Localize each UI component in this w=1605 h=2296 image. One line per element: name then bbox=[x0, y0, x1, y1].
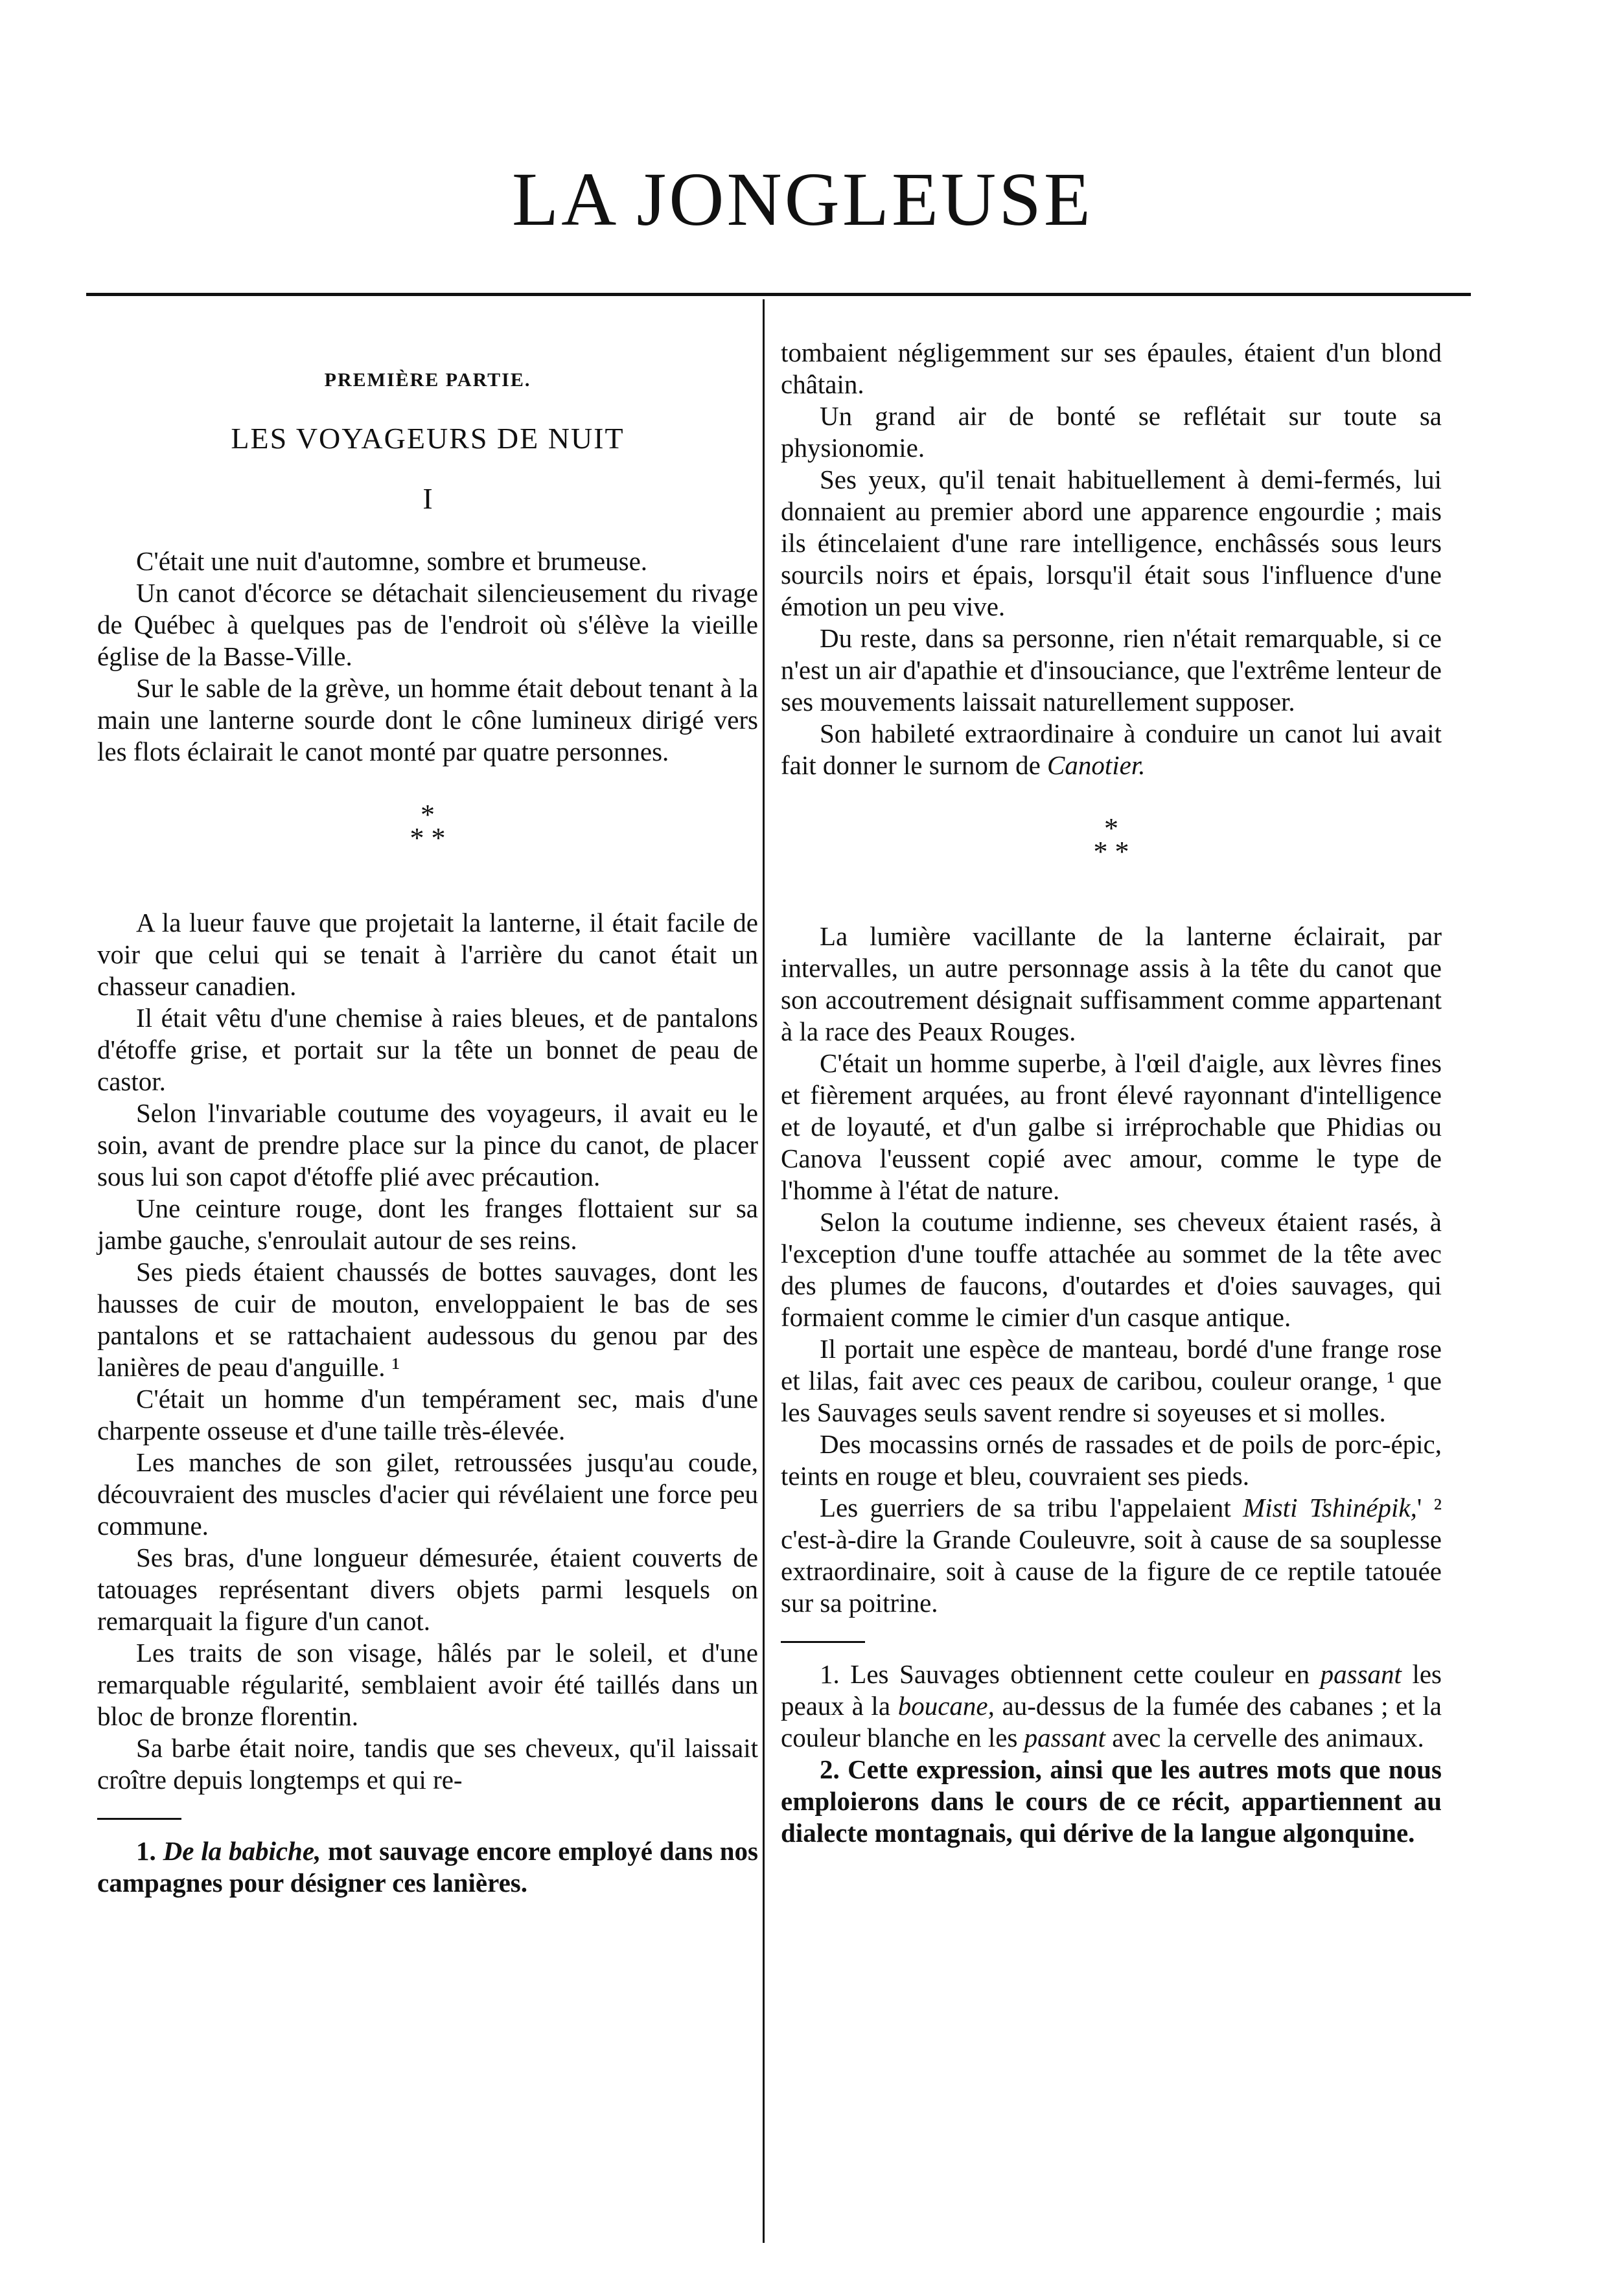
paragraph: Sur le sable de la grève, un homme était debout tenant à la main une lanterne sourde dont le cône lumineux dirigé vers les flots éclairait le canot monté par quatre personnes. bbox=[97, 673, 758, 766]
paragraph: Il portait une espèce de manteau, bordé d'une frange rose et lilas, fait avec ces peaux de caribou, couleur orange, ¹ que les Sauvages seuls savent rendre si soyeuses et si molles. bbox=[781, 1334, 1442, 1427]
paragraph: Une ceinture rouge, dont les franges flottaient sur sa jambe gauche, s'enroulait autour de ses reins. bbox=[97, 1193, 758, 1255]
footnote-text: mot sauvage encore employé dans nos campagnes pour désigner ces lanières. bbox=[97, 1836, 758, 1898]
misti-italic: Misti Tshinépik, bbox=[1243, 1493, 1417, 1522]
paragraph: tombaient négligemment sur ses épaules, étaient d'un blond châtain. bbox=[781, 338, 1442, 399]
left-column bbox=[97, 343, 758, 1899]
asterism bbox=[97, 799, 758, 868]
asterism-top: * bbox=[1104, 812, 1118, 844]
asterism-bottom: * * bbox=[410, 822, 446, 854]
asterism-bottom: * * bbox=[1093, 836, 1129, 867]
right-column bbox=[781, 337, 1442, 1849]
paragraph: C'était une nuit d'automne, sombre et brumeuse. bbox=[136, 546, 648, 576]
right-text-b bbox=[781, 921, 1442, 1492]
footnote bbox=[781, 1659, 1442, 1754]
paragraph: Les manches de son gilet, retroussées jusqu'au coude, découvraient des muscles d'acier qui révélaient une force peu commune. bbox=[97, 1447, 758, 1541]
canotier-text: Son habileté extraordinaire à conduire un canot lui avait fait donner le surnom de bbox=[781, 718, 1442, 780]
paragraph: Ses bras, d'une longueur démesurée, étaient couverts de tatouages représentant divers objets parmi lesquels on remarquait la figure d'un canot. bbox=[97, 1543, 758, 1636]
left-text-b bbox=[97, 907, 758, 1796]
fn1-a: 1. Les Sauvages obtiennent cette couleur en bbox=[820, 1659, 1321, 1689]
part-heading: PREMIÈRE PARTIE. bbox=[324, 369, 531, 391]
right-text-a bbox=[781, 337, 1442, 718]
paragraph: Des mocassins ornés de rassades et de poils de porc-épic, teints en rouge et bleu, couvraient ses pieds. bbox=[781, 1429, 1442, 1491]
canotier-italic: Canotier. bbox=[1047, 750, 1146, 780]
asterism-top: * bbox=[421, 799, 435, 831]
paragraph bbox=[781, 718, 1442, 781]
footnote: 2. Cette expression, ainsi que les autres mots que nous emploierons dans le cours de ce récit, appartiennent au dialecte montagnais, qui dérive de la langue algonquine. bbox=[781, 1754, 1442, 1848]
paragraph: Ses pieds étaient chaussés de bottes sauvages, dont les hausses de cuir de mouton, enveloppaient le bas de ses pantalons et se rattachaient audessous du genou par des lanières de peau d'anguille. ¹ bbox=[97, 1257, 758, 1382]
footnote-rule bbox=[781, 1641, 865, 1643]
paragraph: Un canot d'écorce se détachait silencieusement du rivage de Québec à quelques pas de l'endroit où s'élève la vieille église de la Basse-Ville. bbox=[97, 578, 758, 671]
paragraph: C'était un homme superbe, à l'œil d'aigle, aux lèvres fines et fièrement arquées, au front élevé rayonnant d'intelligence et de loyauté, et d'un galbe si irréprochable que Phidias ou Canova l'eussent copié avec amour, comme le type de l'homme à l'état de nature. bbox=[781, 1048, 1442, 1205]
fn1-i2: boucane, bbox=[897, 1691, 995, 1721]
footnote-rule bbox=[97, 1818, 181, 1820]
paragraph: Selon la coutume indienne, ses cheveux étaient rasés, à l'exception d'une touffe attachée au sommet de la tête avec des plumes de faucons, d'outardes et d'oies sauvages, qui formaient comme le cimier d'un casque antique. bbox=[781, 1207, 1442, 1332]
paragraph: A la lueur fauve que projetait la lanterne, il était facile de voir que celui qui se tenait à l'arrière du canot était un chasseur canadien. bbox=[97, 908, 758, 1001]
page-title: LA JONGLEUSE bbox=[512, 157, 1093, 242]
column-divider bbox=[763, 299, 765, 2243]
footnote-italic: De la babiche, bbox=[163, 1836, 321, 1866]
left-text-a bbox=[97, 545, 758, 768]
paragraph: Du reste, dans sa personne, rien n'était remarquable, si ce n'est un air d'apathie et d'insouciance, que l'extrême lenteur de ses mouvements laissait naturellement supposer. bbox=[781, 623, 1442, 717]
misti-text-after: ' ² c'est-à-dire la Grande Couleuvre, soit à cause de sa souplesse extraordinaire, soit à cause de la figure de ce reptile tatouée sur sa poitrine. bbox=[781, 1493, 1442, 1618]
chapter-number: I bbox=[422, 482, 433, 515]
paragraph: Sa barbe était noire, tandis que ses cheveux, qu'il laissait croître depuis longtemps et qui re- bbox=[97, 1733, 758, 1795]
header-rule bbox=[86, 293, 1471, 296]
paragraph: Un grand air de bonté se reflétait sur toute sa physionomie. bbox=[781, 401, 1442, 463]
asterism bbox=[781, 812, 1442, 882]
footnote-number: 1. bbox=[136, 1836, 156, 1866]
fn1-c: au-dessus de la fumée des cabanes ; et la couleur blanche en les bbox=[781, 1691, 1442, 1752]
section-title: LES VOYAGEURS DE NUIT bbox=[231, 422, 625, 455]
fn1-i3: passant bbox=[1024, 1723, 1105, 1752]
paragraph: La lumière vacillante de la lanterne éclairait, par intervalles, un autre personnage assis à la tête du canot que son accoutrement désignait suffisamment comme appartenant à la race des Peaux Rouges. bbox=[781, 921, 1442, 1046]
paragraph: C'était un homme d'un tempérament sec, mais d'une charpente osseuse et d'une taille très-élevée. bbox=[97, 1384, 758, 1445]
fn1-i1: passant bbox=[1320, 1659, 1402, 1689]
paragraph: Ses yeux, qu'il tenait habituellement à demi-fermés, lui donnaient au premier abord une apparence engourdie ; mais ils étincelaient d'une rare intelligence, enchâssés sous leurs sourcils noirs et épais, lorsqu'il était sous l'influence d'une émotion un peu vive. bbox=[781, 465, 1442, 621]
paragraph: Selon l'invariable coutume des voyageurs, il avait eu le soin, avant de prendre place sur la pince du canot, de placer sous lui son capot d'étoffe plié avec précaution. bbox=[97, 1098, 758, 1191]
paragraph: Les traits de son visage, hâlés par le soleil, et d'une remarquable régularité, semblaient avoir été taillés dans un bloc de bronze florentin. bbox=[97, 1638, 758, 1731]
misti-text-before: Les guerriers de sa tribu l'appelaient bbox=[820, 1493, 1243, 1522]
paragraph: Il était vêtu d'une chemise à raies bleues, et de pantalons d'étoffe grise, et portait sur la tête un bonnet de peau de castor. bbox=[97, 1003, 758, 1096]
fn1-b: les peaux à la bbox=[781, 1659, 1442, 1721]
paragraph bbox=[781, 1492, 1442, 1619]
footnote bbox=[97, 1835, 758, 1899]
fn1-d: avec la cervelle des animaux. bbox=[1105, 1723, 1424, 1752]
